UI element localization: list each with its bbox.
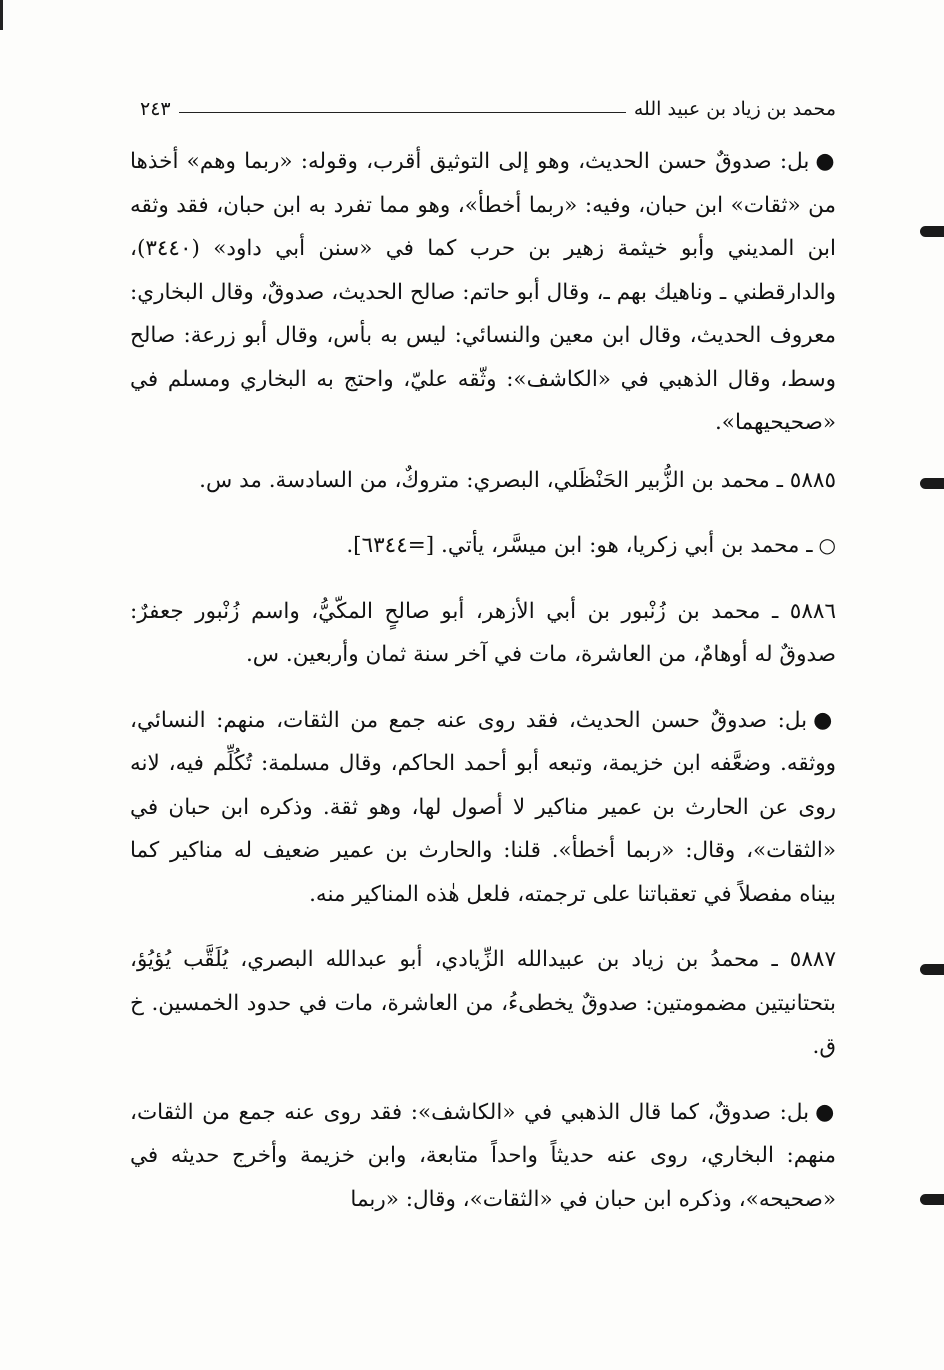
paragraph-text: ـ محمد بن أبي زكريا، هو: ابن ميسَّر، يأتي. [=٦٣٤٤]. — [346, 533, 813, 558]
filled-bullet-icon: ● — [815, 149, 836, 174]
margin-tab-mark — [920, 1194, 944, 1205]
paragraph-comment — [130, 140, 836, 445]
paragraph-entry — [130, 938, 836, 1069]
paragraph-text: بل: صدوقٌ حسن الحديث، فقد روى عنه جمع من الثقات، منهم: النسائي، ووثقه. وضعَّفه ابن خزيمة، وتبعه أبو أحمد الحاكم، وقال مسلمة: تُكُلِّم فيه، لانه روى عن الحارث بن عمير مناكير لا أصول لها، وهو ثقة. وذكره ابن حبان في «الثقات»، وقال: «ربما أخطأ». قلنا: والحارث بن عمير ضعيف له مناكير كما بيناه مفصلاً في تعقباتنا على ترجمته، فلعل هٰذه المناكير منه. — [130, 707, 836, 907]
page-header — [140, 84, 836, 120]
hollow-circle-icon: ○ — [818, 533, 836, 557]
margin-tab-mark — [920, 478, 944, 489]
paragraph-entry — [130, 590, 836, 677]
paragraph-entry — [130, 459, 836, 503]
header-rule — [179, 112, 626, 113]
paragraph-comment — [130, 1091, 836, 1222]
paragraph-text: بل: صدوقٌ، كما قال الذهبي في «الكاشف»: فقد روى عنه جمع من الثقات، منهم: البخاري، روى عنه حديثاً واحداً متابعة، وابن خزيمة وأخرج حديثه في «صحيحه»، وذكره ابن حبان في «الثقات»، وقال: «ربما — [130, 1099, 836, 1212]
paragraph-text: ٥٨٨٥ ـ محمد بن الزُّبير الحَنْظَلي، البصري: متروكٌ، من السادسة. مد س. — [199, 467, 836, 493]
page-number: ٢٤٣ — [140, 98, 171, 120]
margin-tab-mark — [920, 226, 944, 237]
paragraph-comment — [130, 699, 836, 917]
paragraph-text: ٥٨٨٦ ـ محمد بن زُنْبور بن أبي الأزهر، أبو صالحٍ المكّيُّ، واسم زُنْبور جعفرٌ: صدوقٌ له أوهامٌ، من العاشرة، مات في آخر سنة ثمان وأربعين. س. — [130, 598, 836, 667]
filled-bullet-icon: ● — [815, 1099, 836, 1125]
filled-bullet-icon: ● — [813, 707, 836, 733]
margin-tab-mark — [920, 964, 944, 975]
scan-edge-mark — [0, 0, 3, 30]
paragraph-text: بل: صدوقٌ حسن الحديث، وهو إلى التوثيق أقرب، وقوله: «ربما وهم» أخذها من «ثقات» ابن حبان، وفيه: «ربما أخطأ»، وهو مما تفرد به ابن حبان، فقد وثقه ابن المديني وأبو خيثمة زهير بن حرب كما في «سنن أبي داود» (٣٤٤٠)، والدارقطني ـ وناهيك بهم ـ، وقال أبو حاتم: صالح الحديث، صدوقٌ، وقال البخاري: معروف الحديث، وقال ابن معين والنسائي: ليس به بأس، وقال أبو زرعة: صالح وسط، وقال الذهبي في «الكاشف»: وثّقه عليّ، واحتج به البخاري ومسلم في «صحيحيهما». — [130, 149, 836, 435]
paragraph-text: ٥٨٨٧ ـ محمدُ بن زياد بن عبيدالله الزِّيادي، أبو عبدالله البصري، يُلَقَّب يُؤيُؤ، بتحتانيتين مضمومتين: صدوقٌ يخطىءُ، من العاشرة، مات في حدود الخمسين. خ ق. — [130, 947, 836, 1059]
paragraph-crossref — [130, 524, 836, 568]
page-body — [130, 140, 836, 1235]
running-title: محمد بن زياد بن عبيد الله — [633, 98, 836, 120]
